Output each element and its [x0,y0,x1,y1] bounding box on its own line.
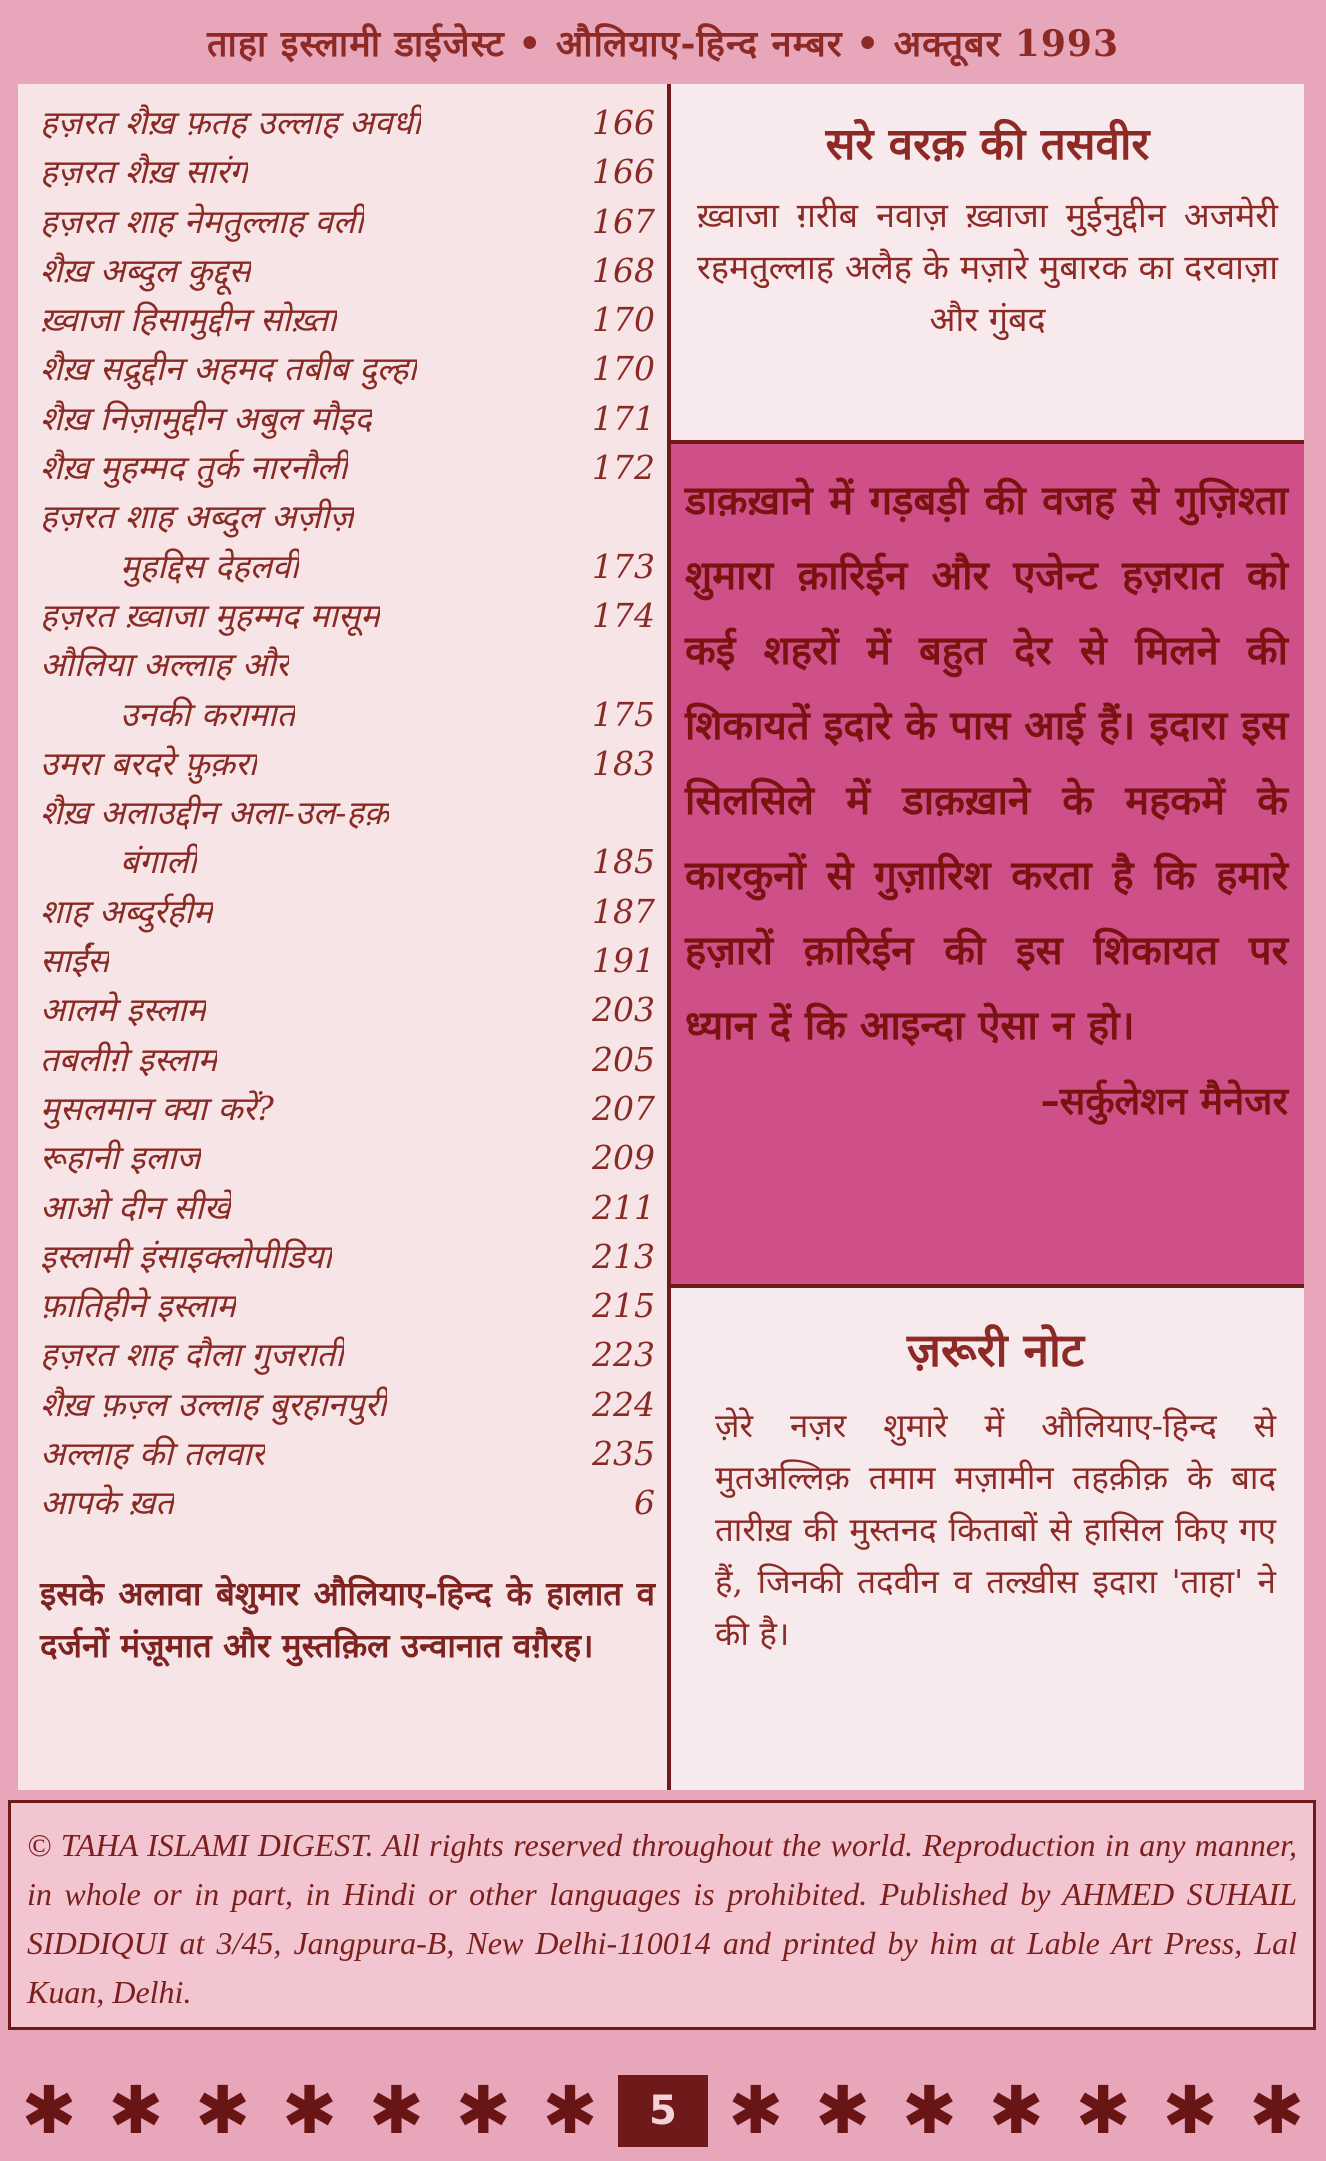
star-ornament-icon: ✱ [814,2071,871,2149]
toc-entry-title: मुहद्दिस देहलवी [120,546,299,586]
postal-delay-notice [671,444,1304,1288]
star-ornament-icon: ✱ [1075,2071,1131,2149]
toc-entry-title: उनकी करामात [120,694,296,734]
toc-entry-page: 175 [592,694,655,734]
toc-entry-title: हज़रत शाह अब्दुल अज़ीज़ [40,497,354,537]
toc-entry-title: हज़रत शाह दौला गुजराती [40,1335,344,1375]
toc-row [40,1183,655,1232]
toc-entry-title: आपके ख़त [40,1483,175,1523]
toc-entry-page: 187 [592,891,655,931]
toc-entry-page: 168 [592,250,655,290]
page-number: 5 [618,2075,708,2147]
toc-row [40,1380,655,1429]
toc-entry-title: शैख़ सद्रुद्दीन अहमद तबीब दुल्हा [40,349,417,389]
toc-row [40,985,655,1034]
toc-entry-title: औलिया अल्लाह और [40,645,290,685]
star-ornament-icon: ✱ [1162,2071,1218,2149]
toc-entry-title: शैख़ अब्दुल कुद्दूस [40,250,251,290]
copyright-notice: © TAHA ISLAMI DIGEST. All rights reserved throughout the world. Reproduction in any manner, in whole or in part, in Hindi or other languages is prohibited. Published by AHMED SUHAIL SIDDIQUI at 3/45, Jangpura-B, New Delhi-110014 and printed by him at Lable Art Press, Lal Kuan, Delhi. [8,1800,1316,2030]
footer-ornament [0,2060,1326,2161]
toc-entry-page: 215 [592,1286,655,1326]
notice-text: डाक़ख़ाने में गड़बड़ी की वजह से गुज़िश्ता शुमारा क़ारिईन और एजेन्ट हज़रात को कई शहरों में बहुत देर से मिलने की शिकायतें इदारे के पास आई हैं। इदारा इस सिलसिले में डाक़ख़ाने के महकमें के कारकुनों से गुज़ारिश करता है कि हमारे हज़ारों क़ारिईन की इस शिकायत पर ध्यान दें कि आइन्दा ऐसा न हो। [685,478,1288,1049]
toc-entry-page: 207 [592,1088,655,1128]
toc-row [40,98,655,147]
toc-entry-title: मुसलमान क्या करें? [40,1088,274,1128]
toc-entry-page: 203 [592,990,655,1030]
toc-row [40,887,655,936]
toc-entry-title: उमरा बरदरे फ़ुक़रा [40,743,258,783]
running-header: ताहा इस्लामी डाईजेस्ट • औलियाए-हिन्द नम्बर • अक्तूबर 1993 [206,22,1119,65]
toc-note: इसके अलावा बेशुमार औलियाए-हिन्द के हालात व दर्जनों मंज़ूमात और मुस्तक़िल उन्वानात वग़ैरह। [40,1573,655,1665]
toc-row [40,788,655,837]
toc-row [40,640,655,689]
toc-entry-page: 224 [592,1384,655,1424]
toc-entry-page: 223 [592,1335,655,1375]
toc-entry-page: 174 [592,595,655,635]
toc-entry-title: हज़रत शैख़ फ़तह उल्लाह अवधी [40,103,422,142]
toc-row [40,542,655,591]
toc-entry-title: हज़रत ख़्वाजा मुहम्मद मासूम [40,595,380,635]
toc-entry-title: शैख़ फ़ज़्ल उल्लाह बुरहानपुरी [40,1384,387,1424]
toc-row [40,246,655,295]
toc-row [40,1478,655,1527]
toc-row [40,394,655,443]
important-note-title: ज़रूरी नोट [906,1323,1085,1377]
star-ornament-icon: ✱ [728,2071,784,2149]
toc-row [40,591,655,640]
table-of-contents [18,84,671,1790]
star-ornament-icon: ✱ [108,2071,164,2149]
toc-entry-title: तबलीग़े इस्लाम [40,1039,218,1079]
toc-row [40,147,655,196]
important-note [671,1288,1304,1790]
toc-entry-title: अल्लाह की तलवार [40,1434,265,1474]
toc-entry-title: रूहानी इलाज [40,1138,201,1178]
toc-row [40,443,655,492]
star-ornament-icon: ✱ [281,2071,338,2149]
toc-entry-title: आलमे इस्लाम [40,990,207,1030]
cover-caption-title: सरे वरक़ की तसवीर [825,119,1150,170]
toc-entry-page: 167 [592,201,655,241]
toc-row [40,344,655,393]
cover-picture-caption [671,84,1304,444]
toc-row [40,295,655,344]
star-ornament-icon: ✱ [195,2071,251,2149]
toc-entry-title: शैख़ निज़ामुद्दीन अबुल मौइद [40,398,372,438]
toc-row [40,739,655,788]
toc-entry-page: 191 [592,941,655,981]
toc-row [40,1133,655,1182]
toc-row [40,1429,655,1478]
toc-row [40,690,655,739]
star-ornament-icon: ✱ [368,2071,425,2149]
toc-entry-title: ख़्वाजा हिसामुद्दीन सोख़्ता [40,300,337,340]
toc-entry-title: शैख़ मुहम्मद तुर्क नारनौली [40,448,348,488]
toc-entry-page: 209 [592,1138,655,1178]
toc-list [40,98,655,1528]
toc-entry-title: आओ दीन सीखें [40,1187,231,1227]
star-ornament-icon: ✱ [455,2071,511,2149]
toc-row [40,1330,655,1379]
toc-entry-title: साईंस [40,941,110,981]
toc-row [40,1232,655,1281]
star-ornament-icon: ✱ [542,2071,598,2149]
toc-entry-page: 235 [592,1434,655,1474]
toc-entry-page: 213 [592,1236,655,1276]
notice-signature: –सर्कुलेशन मैनेजर [1040,1079,1288,1123]
toc-entry-page: 185 [592,842,655,882]
star-ornament-icon: ✱ [1249,2071,1305,2149]
toc-row [40,492,655,541]
toc-entry-page: 166 [592,103,655,142]
star-ornament-icon: ✱ [901,2071,958,2149]
toc-row [40,197,655,246]
important-note-text: ज़ेरे नज़र शुमारे में औलियाए-हिन्द से मुतअल्लिक़ तमाम मज़ामीन तहक़ीक़ के बाद तारीख़ की मुस्तनद किताबों से हासिल किए गए हैं, जिनकी तदवीन व तल्ख़ीस इदारा 'ताहा' ने की है। [715,1406,1276,1653]
toc-entry-title: बंगाली [120,842,197,882]
toc-row [40,1281,655,1330]
toc-row [40,936,655,985]
toc-entry-title: हज़रत शाह नेमतुल्लाह वली [40,201,364,241]
toc-row [40,1035,655,1084]
toc-entry-page: 173 [592,546,655,586]
toc-row [40,1084,655,1133]
toc-entry-title: शैख़ अलाउद्दीन अला-उल-हक़ [40,793,390,833]
toc-entry-title: हज़रत शैख़ सारंग [40,152,248,192]
toc-entry-title: फ़ातिहीने इस्लाम [40,1286,236,1326]
star-ornament-icon: ✱ [988,2071,1044,2149]
toc-entry-page: 205 [592,1039,655,1079]
toc-entry-page: 6 [634,1483,655,1523]
toc-entry-page: 171 [592,398,655,438]
toc-entry-page: 211 [592,1187,655,1227]
toc-entry-page: 170 [592,300,655,340]
toc-entry-page: 183 [592,743,655,783]
toc-entry-page: 172 [592,448,655,488]
toc-entry-page: 170 [592,349,655,389]
cover-caption-text: ख़्वाजा ग़रीब नवाज़ ख़्वाजा मुईनुद्दीन अजमेरी रहमतुल्लाह अलैह के मज़ारे मुबारक का दरवाज़ा और गुंबद [697,196,1278,340]
toc-entry-title: शाह अब्दुर्रहीम [40,891,213,931]
toc-entry-title: इस्लामी इंसाइक्लोपीडिया [40,1236,333,1276]
toc-entry-page: 166 [592,152,655,192]
star-ornament-icon: ✱ [21,2071,77,2149]
toc-row [40,837,655,886]
